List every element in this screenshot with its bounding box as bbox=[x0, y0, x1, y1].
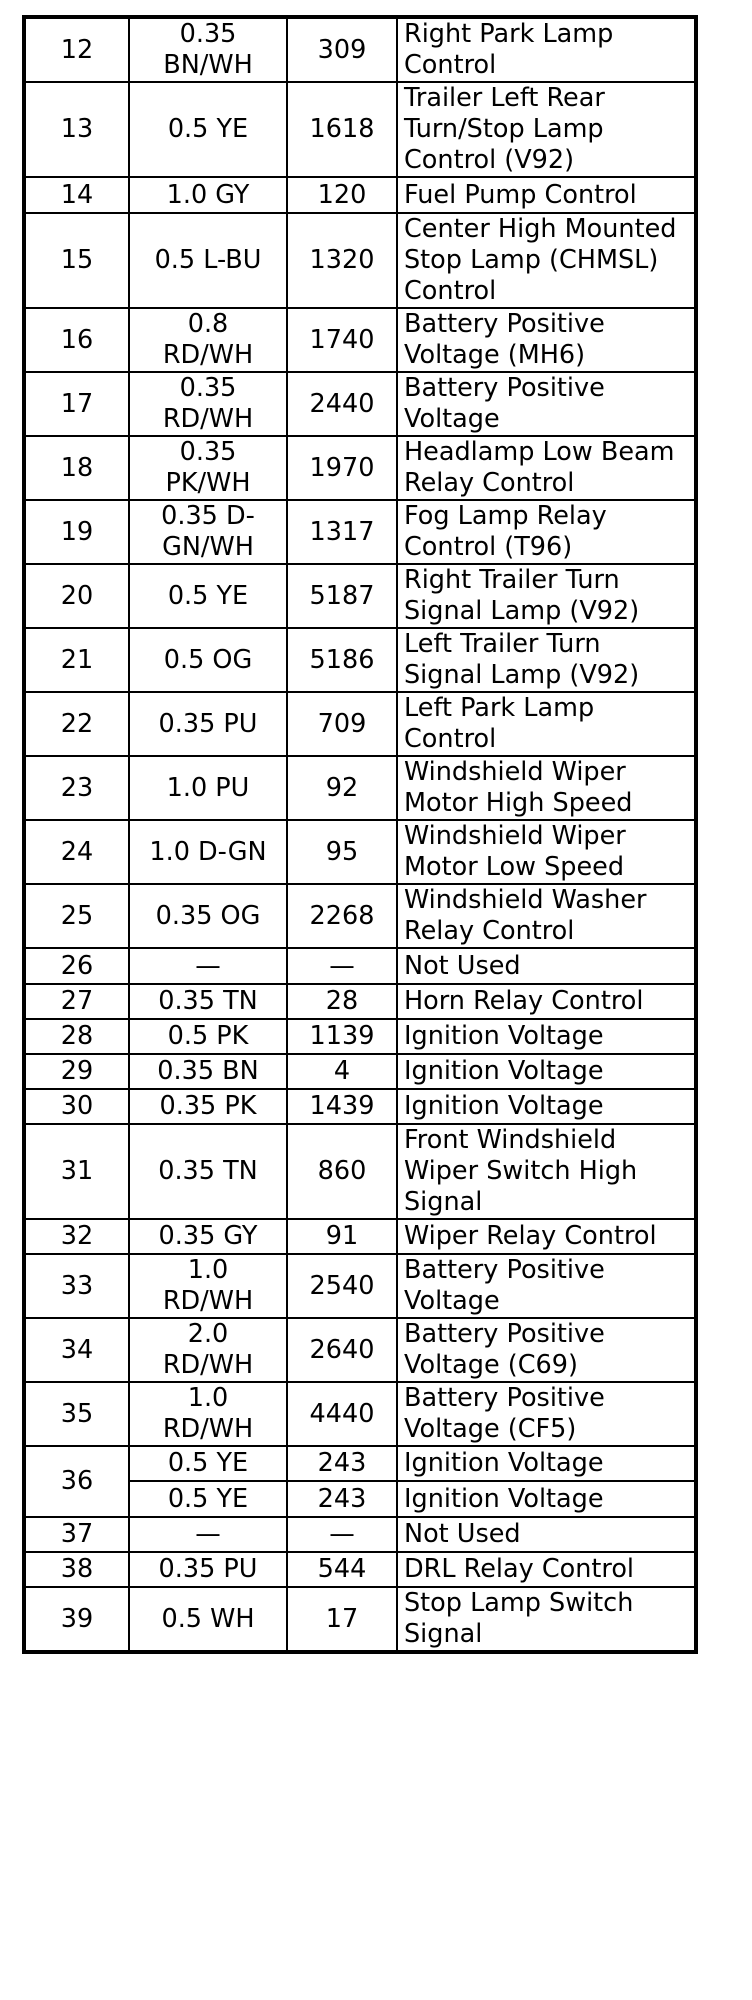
wire-size-color-cell: 0.35 OG bbox=[129, 884, 287, 948]
function-cell: Headlamp Low Beam Relay Control bbox=[397, 436, 696, 500]
function-cell: Ignition Voltage bbox=[397, 1054, 696, 1089]
function-cell: Fuel Pump Control bbox=[397, 177, 696, 213]
function-cell: Windshield Wiper Motor Low Speed bbox=[397, 820, 696, 884]
pin-number-cell: 12 bbox=[24, 17, 129, 82]
wire-size-color-cell: 1.0 GY bbox=[129, 177, 287, 213]
circuit-number-cell: 2440 bbox=[287, 372, 397, 436]
pin-number-cell: 31 bbox=[24, 1124, 129, 1219]
wire-size-color-cell: 0.35 TN bbox=[129, 984, 287, 1019]
circuit-number-cell: 120 bbox=[287, 177, 397, 213]
function-cell: Front Windshield Wiper Switch High Signal bbox=[397, 1124, 696, 1219]
wire-size-color-cell: 0.35 TN bbox=[129, 1124, 287, 1219]
pin-number-cell: 29 bbox=[24, 1054, 129, 1089]
circuit-number-cell: 1740 bbox=[287, 308, 397, 372]
pin-number-cell: 38 bbox=[24, 1552, 129, 1587]
pin-number-cell: 23 bbox=[24, 756, 129, 820]
wire-size-color-cell: 0.5 YE bbox=[129, 82, 287, 177]
circuit-number-cell: 4440 bbox=[287, 1382, 397, 1446]
function-cell: Right Park Lamp Control bbox=[397, 17, 696, 82]
table-row bbox=[24, 692, 696, 756]
circuit-number-cell: 92 bbox=[287, 756, 397, 820]
wire-size-color-cell: 2.0 RD/WH bbox=[129, 1318, 287, 1382]
pin-number-cell: 20 bbox=[24, 564, 129, 628]
pin-number-cell: 32 bbox=[24, 1219, 129, 1254]
wire-size-color-cell: 0.35 BN/WH bbox=[129, 17, 287, 82]
pin-number-cell: 33 bbox=[24, 1254, 129, 1318]
function-cell: Ignition Voltage bbox=[397, 1446, 696, 1481]
wire-size-color-cell: 0.35 BN bbox=[129, 1054, 287, 1089]
wire-size-color-cell: 0.5 WH bbox=[129, 1587, 287, 1652]
wire-size-color-cell: 1.0 D-GN bbox=[129, 820, 287, 884]
table-row bbox=[24, 177, 696, 213]
circuit-number-cell: 2540 bbox=[287, 1254, 397, 1318]
circuit-number-cell: 1139 bbox=[287, 1019, 397, 1054]
wire-size-color-cell: 1.0 RD/WH bbox=[129, 1382, 287, 1446]
function-cell: Battery Positive Voltage (CF5) bbox=[397, 1382, 696, 1446]
wire-size-color-cell: — bbox=[129, 948, 287, 984]
pin-number-cell: 22 bbox=[24, 692, 129, 756]
pin-number-cell: 26 bbox=[24, 948, 129, 984]
circuit-number-cell: 243 bbox=[287, 1481, 397, 1517]
circuit-number-cell: — bbox=[287, 948, 397, 984]
wire-size-color-cell: 0.5 PK bbox=[129, 1019, 287, 1054]
pin-number-cell: 39 bbox=[24, 1587, 129, 1652]
wire-size-color-cell: 1.0 PU bbox=[129, 756, 287, 820]
circuit-number-cell: 5186 bbox=[287, 628, 397, 692]
circuit-number-cell: 709 bbox=[287, 692, 397, 756]
function-cell: Battery Positive Voltage bbox=[397, 372, 696, 436]
circuit-number-cell: 95 bbox=[287, 820, 397, 884]
circuit-number-cell: 91 bbox=[287, 1219, 397, 1254]
table-row bbox=[24, 1552, 696, 1587]
table-row bbox=[24, 756, 696, 820]
wire-size-color-cell: 0.35 PU bbox=[129, 692, 287, 756]
pin-number-cell: 18 bbox=[24, 436, 129, 500]
wire-size-color-cell: 0.35 PK/WH bbox=[129, 436, 287, 500]
table-row bbox=[24, 820, 696, 884]
table-row bbox=[24, 1219, 696, 1254]
table-row bbox=[24, 884, 696, 948]
function-cell: Not Used bbox=[397, 1517, 696, 1552]
circuit-number-cell: 860 bbox=[287, 1124, 397, 1219]
circuit-number-cell: 4 bbox=[287, 1054, 397, 1089]
function-cell: Fog Lamp Relay Control (T96) bbox=[397, 500, 696, 564]
function-cell: Left Park Lamp Control bbox=[397, 692, 696, 756]
circuit-number-cell: 1439 bbox=[287, 1089, 397, 1124]
wire-size-color-cell: 0.35 PK bbox=[129, 1089, 287, 1124]
wire-size-color-cell: 0.5 YE bbox=[129, 1481, 287, 1517]
table-row bbox=[24, 17, 696, 82]
function-cell: Ignition Voltage bbox=[397, 1019, 696, 1054]
pin-number-cell: 37 bbox=[24, 1517, 129, 1552]
wire-size-color-cell: 0.35 D- GN/WH bbox=[129, 500, 287, 564]
wire-size-color-cell: 0.5 OG bbox=[129, 628, 287, 692]
function-cell: DRL Relay Control bbox=[397, 1552, 696, 1587]
table-row bbox=[24, 1019, 696, 1054]
table-row bbox=[24, 984, 696, 1019]
circuit-number-cell: 2640 bbox=[287, 1318, 397, 1382]
wire-size-color-cell: 0.5 L-BU bbox=[129, 213, 287, 308]
table-row bbox=[24, 1587, 696, 1652]
function-cell: Windshield Washer Relay Control bbox=[397, 884, 696, 948]
wire-size-color-cell: 0.5 YE bbox=[129, 1446, 287, 1481]
circuit-number-cell: 1317 bbox=[287, 500, 397, 564]
function-cell: Battery Positive Voltage (C69) bbox=[397, 1318, 696, 1382]
function-cell: Ignition Voltage bbox=[397, 1481, 696, 1517]
circuit-number-cell: 28 bbox=[287, 984, 397, 1019]
function-cell: Trailer Left Rear Turn/Stop Lamp Control (V92) bbox=[397, 82, 696, 177]
pin-number-cell: 21 bbox=[24, 628, 129, 692]
pin-number-cell: 35 bbox=[24, 1382, 129, 1446]
table-row bbox=[24, 564, 696, 628]
table-row bbox=[24, 82, 696, 177]
circuit-number-cell: 309 bbox=[287, 17, 397, 82]
pin-table-body bbox=[24, 17, 696, 1652]
function-cell: Stop Lamp Switch Signal bbox=[397, 1587, 696, 1652]
pin-number-cell: 36 bbox=[24, 1446, 129, 1517]
circuit-number-cell: 5187 bbox=[287, 564, 397, 628]
table-row bbox=[24, 1382, 696, 1446]
pin-number-cell: 13 bbox=[24, 82, 129, 177]
pin-number-cell: 24 bbox=[24, 820, 129, 884]
table-row bbox=[24, 948, 696, 984]
function-cell: Not Used bbox=[397, 948, 696, 984]
wire-size-color-cell: 1.0 RD/WH bbox=[129, 1254, 287, 1318]
function-cell: Horn Relay Control bbox=[397, 984, 696, 1019]
wire-size-color-cell: 0.35 RD/WH bbox=[129, 372, 287, 436]
wire-size-color-cell: 0.35 GY bbox=[129, 1219, 287, 1254]
pin-number-cell: 30 bbox=[24, 1089, 129, 1124]
circuit-number-cell: — bbox=[287, 1517, 397, 1552]
function-cell: Windshield Wiper Motor High Speed bbox=[397, 756, 696, 820]
function-cell: Left Trailer Turn Signal Lamp (V92) bbox=[397, 628, 696, 692]
table-row bbox=[24, 1517, 696, 1552]
pin-number-cell: 19 bbox=[24, 500, 129, 564]
table-row bbox=[24, 213, 696, 308]
table-row bbox=[24, 308, 696, 372]
circuit-number-cell: 243 bbox=[287, 1446, 397, 1481]
circuit-number-cell: 1970 bbox=[287, 436, 397, 500]
wire-size-color-cell: 0.5 YE bbox=[129, 564, 287, 628]
circuit-number-cell: 1320 bbox=[287, 213, 397, 308]
function-cell: Battery Positive Voltage bbox=[397, 1254, 696, 1318]
circuit-number-cell: 17 bbox=[287, 1587, 397, 1652]
function-cell: Right Trailer Turn Signal Lamp (V92) bbox=[397, 564, 696, 628]
pin-number-cell: 34 bbox=[24, 1318, 129, 1382]
table-row bbox=[24, 1254, 696, 1318]
pin-table bbox=[22, 15, 698, 1654]
table-row bbox=[24, 436, 696, 500]
wire-size-color-cell: — bbox=[129, 1517, 287, 1552]
circuit-number-cell: 544 bbox=[287, 1552, 397, 1587]
pin-number-cell: 17 bbox=[24, 372, 129, 436]
function-cell: Battery Positive Voltage (MH6) bbox=[397, 308, 696, 372]
pin-number-cell: 25 bbox=[24, 884, 129, 948]
function-cell: Center High Mounted Stop Lamp (CHMSL) Control bbox=[397, 213, 696, 308]
pin-number-cell: 27 bbox=[24, 984, 129, 1019]
pin-number-cell: 14 bbox=[24, 177, 129, 213]
function-cell: Ignition Voltage bbox=[397, 1089, 696, 1124]
table-row bbox=[24, 1318, 696, 1382]
table-row bbox=[24, 1054, 696, 1089]
pin-number-cell: 16 bbox=[24, 308, 129, 372]
wire-size-color-cell: 0.8 RD/WH bbox=[129, 308, 287, 372]
circuit-number-cell: 1618 bbox=[287, 82, 397, 177]
table-row bbox=[24, 628, 696, 692]
function-cell: Wiper Relay Control bbox=[397, 1219, 696, 1254]
pin-number-cell: 15 bbox=[24, 213, 129, 308]
table-row bbox=[24, 1089, 696, 1124]
table-row bbox=[24, 1446, 696, 1481]
table-row bbox=[24, 500, 696, 564]
circuit-number-cell: 2268 bbox=[287, 884, 397, 948]
table-row bbox=[24, 372, 696, 436]
table-row bbox=[24, 1124, 696, 1219]
pin-number-cell: 28 bbox=[24, 1019, 129, 1054]
wire-size-color-cell: 0.35 PU bbox=[129, 1552, 287, 1587]
